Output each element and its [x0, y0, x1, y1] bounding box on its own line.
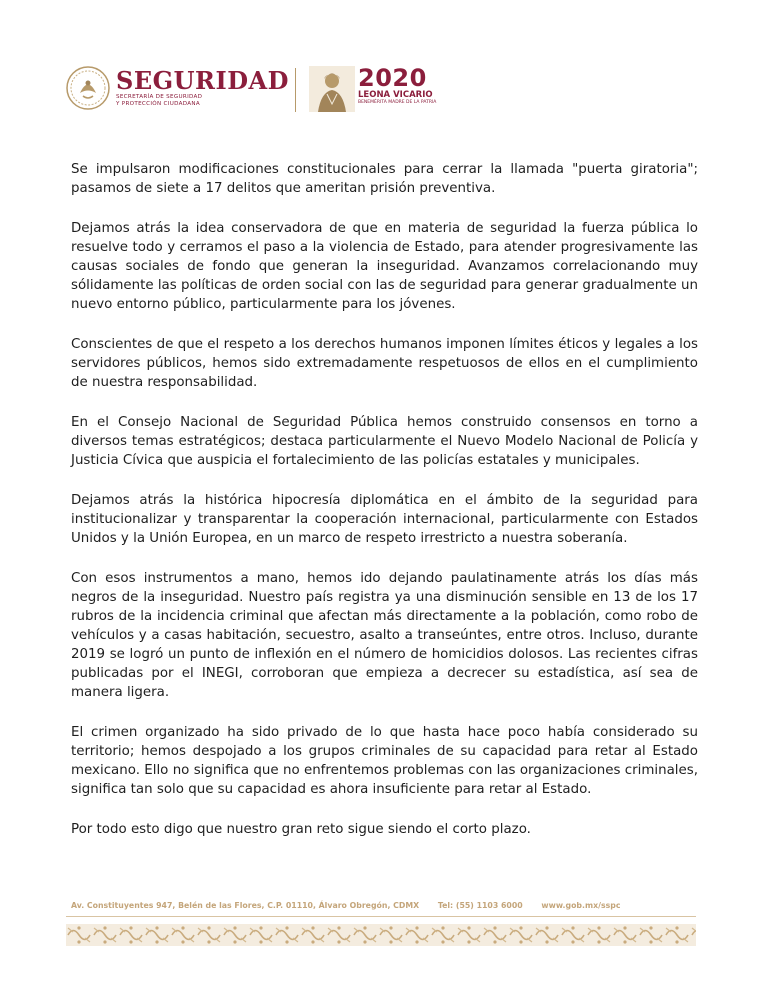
paragraph: Dejamos atrás la idea conservadora de que en materia de seguridad la fuerza pública lo resuelve todo y cerramos el paso a la violencia de Estado, para atender progresivamente las causas sociales de fondo que generan la inseguridad. Avanzamos correlacionando muy sólidamente las políticas de orden social con las de seguridad para generar gradualmente un nuevo entorno público, particularmente para los jóvenes. — [71, 221, 698, 312]
brand-title: SEGURIDAD — [116, 66, 289, 95]
national-seal-icon — [66, 66, 110, 110]
paragraph: Se impulsaron modificaciones constitucionales para cerrar la llamada "puerta giratoria"; pasamos de siete a 17 delitos que ameritan prisión preventiva. — [71, 162, 698, 196]
year-block — [358, 66, 436, 106]
brand-subtitle-2: Y PROTECCIÓN CIUDADANA — [116, 101, 200, 107]
paragraph: El crimen organizado ha sido privado de lo que hasta hace poco había considerado su territorio; hemos despojado a los grupos criminales de su capacidad para retar al Estado mexicano. Ello no significa que no enfrentemos problemas con las organizaciones criminales, significa tan solo que su capacidad es ahora insuficiente para retar al Estado. — [71, 725, 698, 797]
brand-block — [116, 68, 289, 108]
footer-phone: Tel: (55) 1103 6000 — [437, 901, 523, 910]
footer-address: Av. Constituyentes 947, Belén de las Flores, C.P. 01110, Álvaro Obregón, CDMX — [71, 901, 420, 910]
footer-website: www.gob.mx/sspc — [541, 901, 621, 910]
decorative-border-pattern — [66, 924, 696, 946]
header-divider — [295, 68, 296, 112]
paragraph: Con esos instrumentos a mano, hemos ido dejando paulatinamente atrás los días más negros de la inseguridad. Nuestro país registra ya una disminución sensible en 13 de los 17 rubros de la incidencia criminal que afectan más directamente a la población, como robo de vehículos y a casas habitación, secuestro, asalto a transeúntes, entre otros. Incluso, durante 2019 se logró un punto de inflexión en el número de homicidios dolosos. Las recientes cifras publicadas por el INEGI, corroboran que empieza a decrecer su estadística, así sea de manera ligera. — [71, 571, 698, 700]
footer-contact — [71, 901, 636, 910]
paragraph: Por todo esto digo que nuestro gran reto sigue siendo el corto plazo. — [71, 822, 531, 837]
paragraph: Dejamos atrás la histórica hipocresía diplomática en el ámbito de la seguridad para institucionalizar y transparentar la cooperación internacional, particularmente con Estados Unidos y la Unión Europea, en un marco de respeto irrestricto a nuestra soberanía. — [71, 493, 698, 546]
leona-vicario-portrait-icon — [309, 66, 355, 112]
brand-subtitle-1: SECRETARÍA DE SEGURIDAD — [116, 94, 203, 100]
document-body — [71, 160, 698, 860]
paragraph: En el Consejo Nacional de Seguridad Pública hemos construido consensos en torno a diversos temas estratégicos; destaca particularmente el Nuevo Modelo Nacional de Policía y Justicia Cívica que auspicia el fortalecimiento de las policías estatales y municipales. — [71, 415, 698, 468]
leona-vicario-subtitle: BENEMÉRITA MADRE DE LA PATRIA — [358, 100, 437, 105]
paragraph: Conscientes de que el respeto a los derechos humanos imponen límites éticos y legales a los servidores públicos, hemos sido extremadamente respetuosos de ellos en el cumplimiento de nuestra responsabilidad. — [71, 337, 698, 390]
leona-vicario-label: LEONA VICARIO — [358, 90, 433, 100]
footer-divider — [66, 916, 696, 917]
letterhead — [66, 62, 446, 114]
year-label: 2020 — [358, 64, 427, 92]
